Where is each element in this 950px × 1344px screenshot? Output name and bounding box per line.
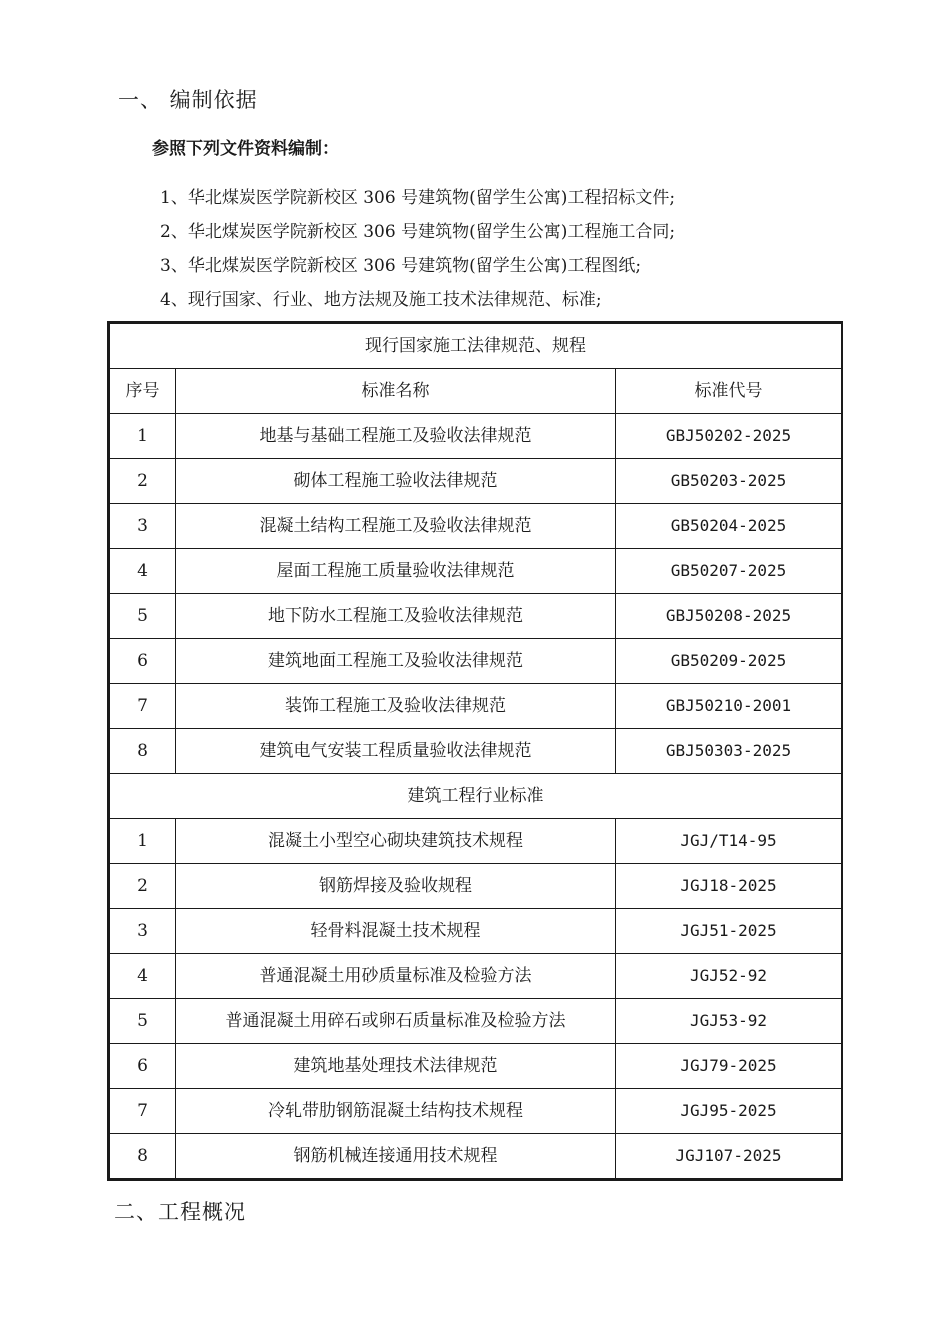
reference-item-3: 3、华北煤炭医学院新校区 306 号建筑物(留学生公寓)工程图纸; (160, 256, 642, 276)
cell-standard-code: JGJ95-2025 (616, 1089, 842, 1134)
cell-standard-code: GB50204-2025 (616, 504, 842, 549)
cell-standard-code: GBJ50210-2001 (616, 684, 842, 729)
cell-index: 2 (110, 864, 176, 909)
header-index: 序号 (110, 369, 176, 414)
header-standard-name: 标准名称 (176, 369, 616, 414)
cell-standard-name: 冷轧带肋钢筋混凝土结构技术规程 (176, 1089, 616, 1134)
table-row (110, 954, 842, 999)
cell-standard-name: 钢筋焊接及验收规程 (176, 864, 616, 909)
cell-index: 4 (110, 954, 176, 999)
standards-table-body (110, 324, 842, 1179)
cell-standard-name: 混凝土小型空心砌块建筑技术规程 (176, 819, 616, 864)
cell-standard-name: 普通混凝土用砂质量标准及检验方法 (176, 954, 616, 999)
cell-standard-code: JGJ/T14-95 (616, 819, 842, 864)
standards-table-frame (107, 321, 843, 1181)
industry-standards-title: 建筑工程行业标准 (110, 774, 842, 819)
cell-standard-code: JGJ18-2025 (616, 864, 842, 909)
intro-text: 参照下列文件资料编制： (152, 139, 339, 159)
cell-standard-name: 轻骨料混凝土技术规程 (176, 909, 616, 954)
reference-item-2: 2、华北煤炭医学院新校区 306 号建筑物(留学生公寓)工程施工合同; (160, 222, 676, 242)
table-row (110, 909, 842, 954)
cell-index: 1 (110, 819, 176, 864)
reference-item-4: 4、现行国家、行业、地方法规及施工技术法律规范、标准; (160, 290, 602, 310)
cell-standard-code: JGJ51-2025 (616, 909, 842, 954)
cell-standard-name: 钢筋机械连接通用技术规程 (176, 1134, 616, 1179)
cell-standard-code: GB50209-2025 (616, 639, 842, 684)
cell-standard-name: 普通混凝土用碎石或卵石质量标准及检验方法 (176, 999, 616, 1044)
table-row (110, 864, 842, 909)
table-row (110, 1134, 842, 1179)
table-row (110, 639, 842, 684)
cell-standard-code: JGJ79-2025 (616, 1044, 842, 1089)
cell-index: 6 (110, 639, 176, 684)
cell-standard-name: 建筑地基处理技术法律规范 (176, 1044, 616, 1089)
table-row (110, 999, 842, 1044)
cell-index: 7 (110, 684, 176, 729)
section-heading-overview: 二、工程概况 (114, 1200, 246, 1224)
cell-index: 5 (110, 594, 176, 639)
reference-item-1: 1、华北煤炭医学院新校区 306 号建筑物(留学生公寓)工程招标文件; (160, 188, 676, 208)
cell-standard-code: GB50207-2025 (616, 549, 842, 594)
cell-standard-name: 装饰工程施工及验收法律规范 (176, 684, 616, 729)
table-row (110, 684, 842, 729)
cell-index: 3 (110, 504, 176, 549)
cell-standard-name: 建筑地面工程施工及验收法律规范 (176, 639, 616, 684)
cell-standard-code: GBJ50208-2025 (616, 594, 842, 639)
cell-index: 7 (110, 1089, 176, 1134)
table-row (110, 594, 842, 639)
table-subtitle-row (110, 774, 842, 819)
table-title-row (110, 324, 842, 369)
cell-index: 6 (110, 1044, 176, 1089)
table-row (110, 459, 842, 504)
cell-standard-code: JGJ52-92 (616, 954, 842, 999)
cell-standard-name: 混凝土结构工程施工及验收法律规范 (176, 504, 616, 549)
section-heading-basis: 一、 编制依据 (118, 88, 258, 112)
cell-standard-code: GB50203-2025 (616, 459, 842, 504)
table-row (110, 549, 842, 594)
cell-standard-name: 地基与基础工程施工及验收法律规范 (176, 414, 616, 459)
cell-index: 5 (110, 999, 176, 1044)
table-row (110, 819, 842, 864)
table-header-row (110, 369, 842, 414)
cell-index: 8 (110, 1134, 176, 1179)
table-row (110, 729, 842, 774)
table-row (110, 414, 842, 459)
table-row (110, 1089, 842, 1134)
standards-table (109, 323, 842, 1179)
cell-index: 8 (110, 729, 176, 774)
cell-standard-code: JGJ107-2025 (616, 1134, 842, 1179)
cell-index: 4 (110, 549, 176, 594)
cell-standard-name: 砌体工程施工验收法律规范 (176, 459, 616, 504)
cell-standard-code: GBJ50303-2025 (616, 729, 842, 774)
national-standards-title: 现行国家施工法律规范、规程 (110, 324, 842, 369)
cell-index: 1 (110, 414, 176, 459)
cell-index: 2 (110, 459, 176, 504)
cell-standard-name: 建筑电气安装工程质量验收法律规范 (176, 729, 616, 774)
cell-standard-name: 地下防水工程施工及验收法律规范 (176, 594, 616, 639)
cell-index: 3 (110, 909, 176, 954)
cell-standard-name: 屋面工程施工质量验收法律规范 (176, 549, 616, 594)
header-standard-code: 标准代号 (616, 369, 842, 414)
table-row (110, 1044, 842, 1089)
table-row (110, 504, 842, 549)
cell-standard-code: GBJ50202-2025 (616, 414, 842, 459)
cell-standard-code: JGJ53-92 (616, 999, 842, 1044)
